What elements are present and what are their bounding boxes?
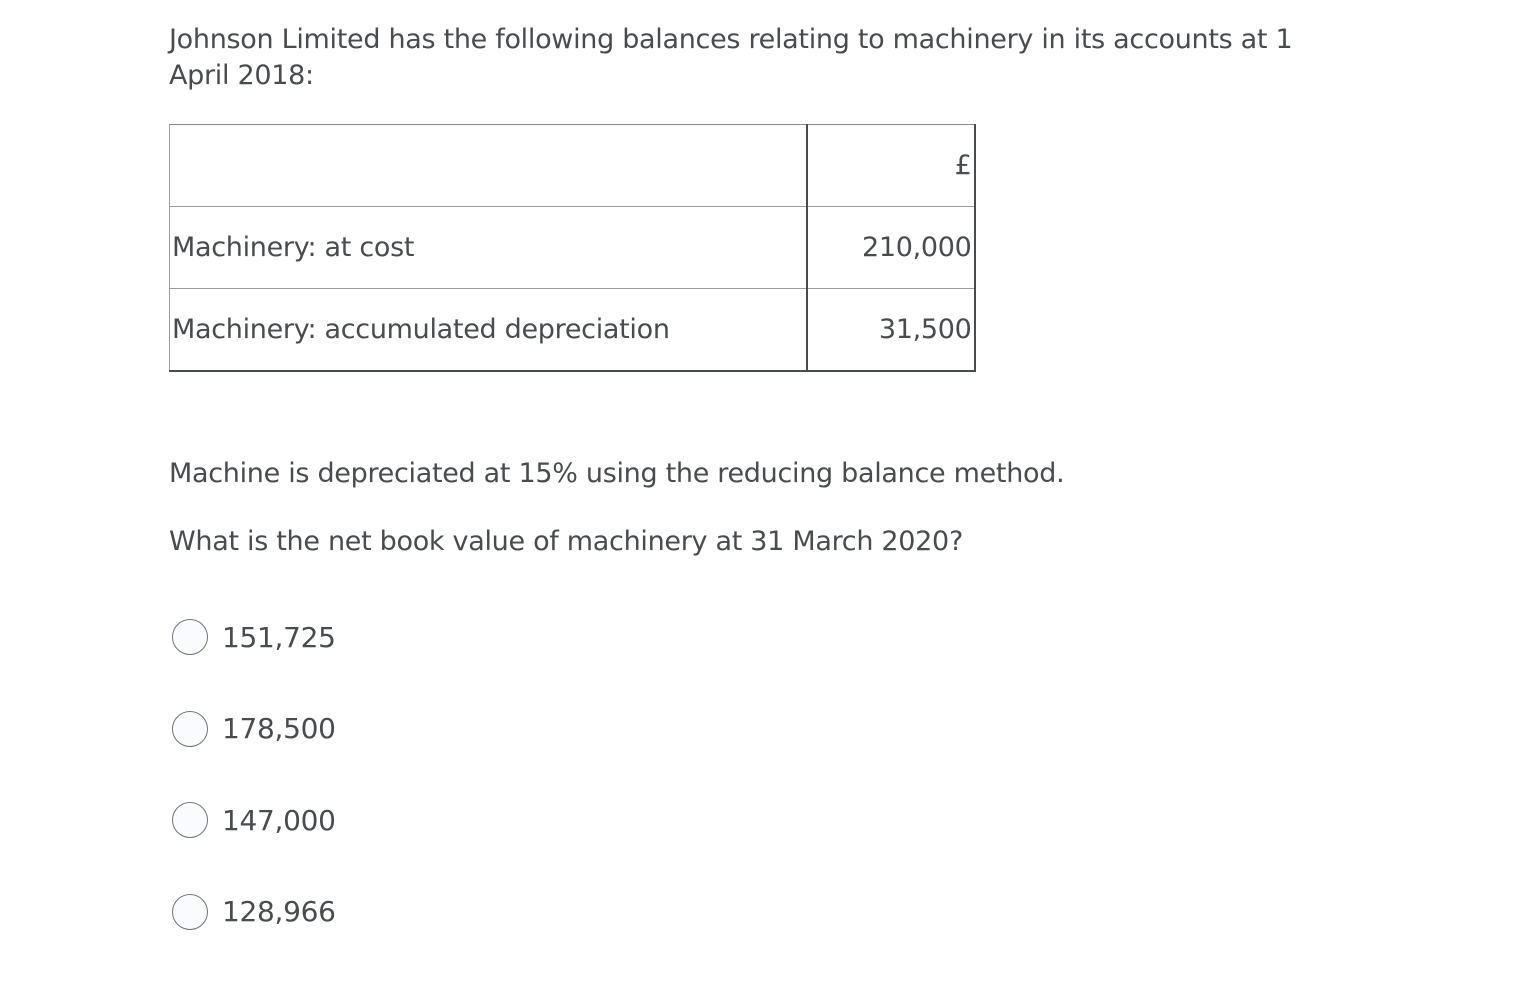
answer-option[interactable] bbox=[172, 616, 336, 658]
answer-options bbox=[172, 616, 336, 982]
question-intro: Johnson Limited has the following balances relating to machinery in its accounts at 1 April 2018: bbox=[169, 24, 1293, 91]
question-prompt: What is the net book value of machinery at 31 March 2020? bbox=[169, 526, 963, 557]
radio-button[interactable] bbox=[172, 894, 208, 930]
radio-button[interactable] bbox=[172, 619, 208, 655]
answer-option-label[interactable]: 147,000 bbox=[222, 803, 336, 837]
answer-option[interactable] bbox=[172, 799, 336, 841]
table-row-amount: 210,000 bbox=[807, 207, 975, 289]
table-header-currency: £ bbox=[807, 125, 975, 207]
answer-option-label[interactable]: 128,966 bbox=[222, 895, 336, 928]
table-row bbox=[170, 207, 975, 289]
answer-option[interactable] bbox=[172, 708, 336, 750]
answer-option-label[interactable]: 178,500 bbox=[222, 712, 336, 745]
table-row-amount: 31,500 bbox=[807, 289, 975, 371]
table-header-row bbox=[170, 125, 975, 207]
table-row bbox=[170, 289, 975, 371]
balances-table bbox=[169, 124, 976, 372]
answer-option-label[interactable]: 151,725 bbox=[222, 620, 336, 654]
table-row-label: Machinery: accumulated depreciation bbox=[170, 289, 807, 371]
answer-option[interactable] bbox=[172, 891, 336, 933]
radio-button[interactable] bbox=[172, 711, 208, 747]
question-statement: Machine is depreciated at 15% using the reducing balance method. bbox=[169, 458, 1065, 489]
radio-button[interactable] bbox=[172, 802, 208, 838]
table-row-label: Machinery: at cost bbox=[170, 207, 807, 289]
table-header-label bbox=[170, 125, 807, 207]
